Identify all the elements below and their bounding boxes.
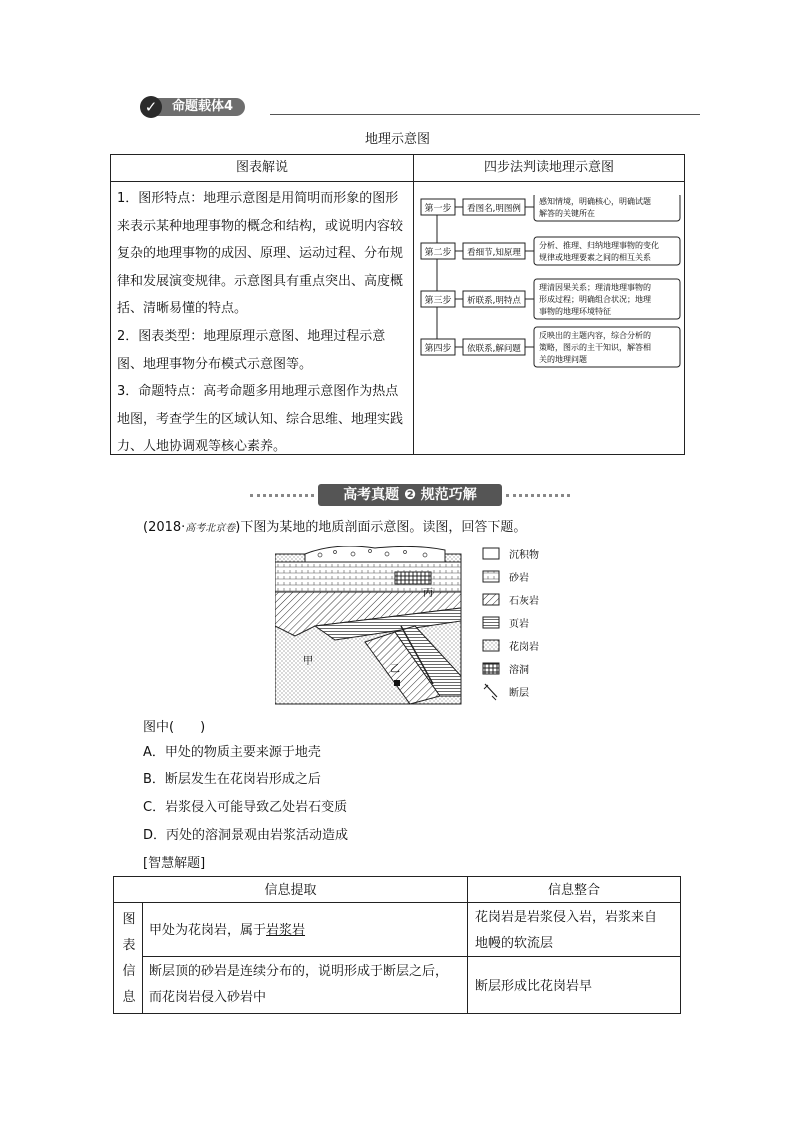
step-label-1: 第一步 <box>424 204 452 214</box>
table-title: 地理示意图 <box>364 132 430 147</box>
banner-num-icon: ❷ <box>404 487 416 503</box>
column-divider <box>413 155 414 454</box>
point-2: 2．图表类型：地理原理示意图、地理过程示意图、地理事物分布模式示意图等。 <box>117 328 386 372</box>
label-yi: 乙 <box>390 664 400 675</box>
row1-integrate-line-1: 花岗岩是岩浆侵入岩，岩浆来自 <box>475 910 658 925</box>
question-stem: 图中( ) <box>143 720 206 735</box>
legend-limestone: 石灰岩 <box>509 596 539 607</box>
four-step-flow-diagram <box>417 195 683 395</box>
point-3: 3．命题特点：高考命题多用地理示意图作为热点地图，考查学生的区域认知、综合思维、地理实践力、人地协调观等核心素养。 <box>117 384 404 455</box>
option-a[interactable]: A．甲处的物质主要来源于地壳 <box>143 745 321 760</box>
desc-2-line-2: 规律或地理要素之间的相互关系 <box>539 253 651 262</box>
label-bing: 丙 <box>423 588 433 599</box>
section-rule <box>270 114 700 115</box>
step-label-3: 第三步 <box>424 296 452 306</box>
legend-fault: 断层 <box>509 688 529 699</box>
legend-swatch-shale <box>483 617 499 628</box>
cave <box>395 572 431 584</box>
question-prefix: (2018· <box>143 520 186 535</box>
action-label-4: 依联系,解问题 <box>467 344 521 354</box>
row1-integrate-line-2: 地幔的软流层 <box>475 936 554 951</box>
legend-swatch-sandstone <box>483 571 499 582</box>
point-yi-marker <box>394 680 400 686</box>
legend-sandstone: 砂岩 <box>509 573 529 584</box>
legend-sediment: 沉积物 <box>509 550 539 561</box>
info-table <box>113 876 681 1014</box>
col-header-fourstep: 四步法判读地理示意图 <box>414 155 684 182</box>
question-source: 高考北京卷 <box>185 523 236 534</box>
legend-swatch-granite <box>483 640 499 651</box>
legend-swatch-cave <box>483 663 499 674</box>
row2-extract-line-2: 而花岗岩侵入砂岩中 <box>149 990 267 1005</box>
exam-banner <box>250 484 570 506</box>
legend-swatch-limestone <box>483 594 499 605</box>
flow-row-1 <box>421 195 680 221</box>
question-intro <box>143 516 526 535</box>
sediment-layer <box>305 546 445 562</box>
legend-shale: 页岩 <box>509 619 529 630</box>
banner-right: 规范巧解 <box>420 487 477 503</box>
banner-pill <box>318 484 502 506</box>
action-label-1: 看图名,明图例 <box>467 204 521 214</box>
option-d[interactable]: D．丙处的溶洞景观由岩浆活动造成 <box>143 828 349 843</box>
option-b[interactable]: B．断层发生在花岗岩形成之后 <box>143 772 321 787</box>
point-1: 1．图形特点：地理示意图是用简明而形象的图形来表示某种地理事物的概念和结构，或说明内容较复杂的地理事物的成因、原理、运动过程、分布规律和发展演变规律。示意图具有重点突出、高度概括、清晰易懂的特点。 <box>117 191 404 317</box>
side-char-1: 图 <box>122 912 136 927</box>
side-label <box>120 907 138 1011</box>
wisdom-heading: [智慧解题] <box>143 856 206 871</box>
flow-row-2 <box>421 237 680 265</box>
desc-4-line-2: 策略，图示的主干知识，解答相 <box>539 343 651 352</box>
action-label-3: 析联系,明特点 <box>467 296 521 306</box>
explain-points <box>117 185 409 461</box>
desc-1-line-2: 解答的关键所在 <box>539 209 595 218</box>
row1-integrate <box>475 905 657 957</box>
banner-left: 高考真题 <box>343 487 400 503</box>
desc-3-line-3: 事物的地理环境特征 <box>539 307 611 316</box>
row2-extract-line-1: 断层顶的砂岩是连续分布的，说明形成于断层之后， <box>149 964 449 979</box>
col-header-explain: 图表解说 <box>111 155 413 182</box>
desc-4-line-1: 反映出的主题内容，综合分析的 <box>539 331 651 340</box>
legend <box>483 548 539 700</box>
question-text: )下图为某地的地质剖面示意图。读图，回答下题。 <box>235 520 527 535</box>
row2-integrate: 断层形成比花岗岩早 <box>475 979 593 994</box>
desc-3-line-1: 理清因果关系；理清地理事物的 <box>539 283 651 292</box>
legend-cave: 溶洞 <box>509 665 529 676</box>
side-char-2: 表 <box>122 938 136 953</box>
step-label-4: 第四步 <box>424 344 452 354</box>
col-header-integrate: 信息整合 <box>547 883 600 898</box>
flow-row-3 <box>421 279 680 319</box>
column-divider-2 <box>467 877 468 1013</box>
row1-extract-text: 甲处为花岗岩，属于 <box>149 923 267 938</box>
side-char-3: 信 <box>122 964 136 979</box>
legend-swatch-sediment <box>483 548 499 559</box>
banner-dash-left <box>250 494 314 497</box>
col-header-extract: 信息提取 <box>264 883 317 898</box>
action-label-2: 看细节,知原理 <box>467 248 521 258</box>
side-char-4: 息 <box>122 990 136 1005</box>
desc-2-line-1: 分析、推理、归纳地理事物的变化 <box>539 241 659 250</box>
side-divider <box>142 902 143 1013</box>
desc-3-line-2: 形成过程；明确组合状况；地理 <box>539 295 651 304</box>
check-icon: ✓ <box>140 96 162 118</box>
geologic-section-figure <box>275 546 575 708</box>
fault-icon <box>484 684 497 700</box>
step-label-2: 第二步 <box>424 248 452 258</box>
row1-extract-underlined: 岩浆岩 <box>266 923 306 938</box>
row2-extract <box>149 959 448 1011</box>
explanation-table <box>110 154 685 455</box>
sandstone-layer <box>275 562 461 592</box>
flow-row-4 <box>421 327 680 367</box>
desc-4-line-3: 关的地理问题 <box>539 355 587 364</box>
row1-extract <box>149 919 305 938</box>
label-jia: 甲 <box>303 656 313 667</box>
header-divider <box>114 902 680 903</box>
section-tag: 命题载体4 <box>154 98 245 116</box>
legend-granite: 花岗岩 <box>509 642 539 653</box>
option-c[interactable]: C．岩浆侵入可能导致乙处岩石变质 <box>143 800 348 815</box>
banner-dash-right <box>506 494 570 497</box>
section-header <box>140 96 700 120</box>
desc-1-line-1: 感知情境，明确核心，明确试题 <box>539 197 651 206</box>
